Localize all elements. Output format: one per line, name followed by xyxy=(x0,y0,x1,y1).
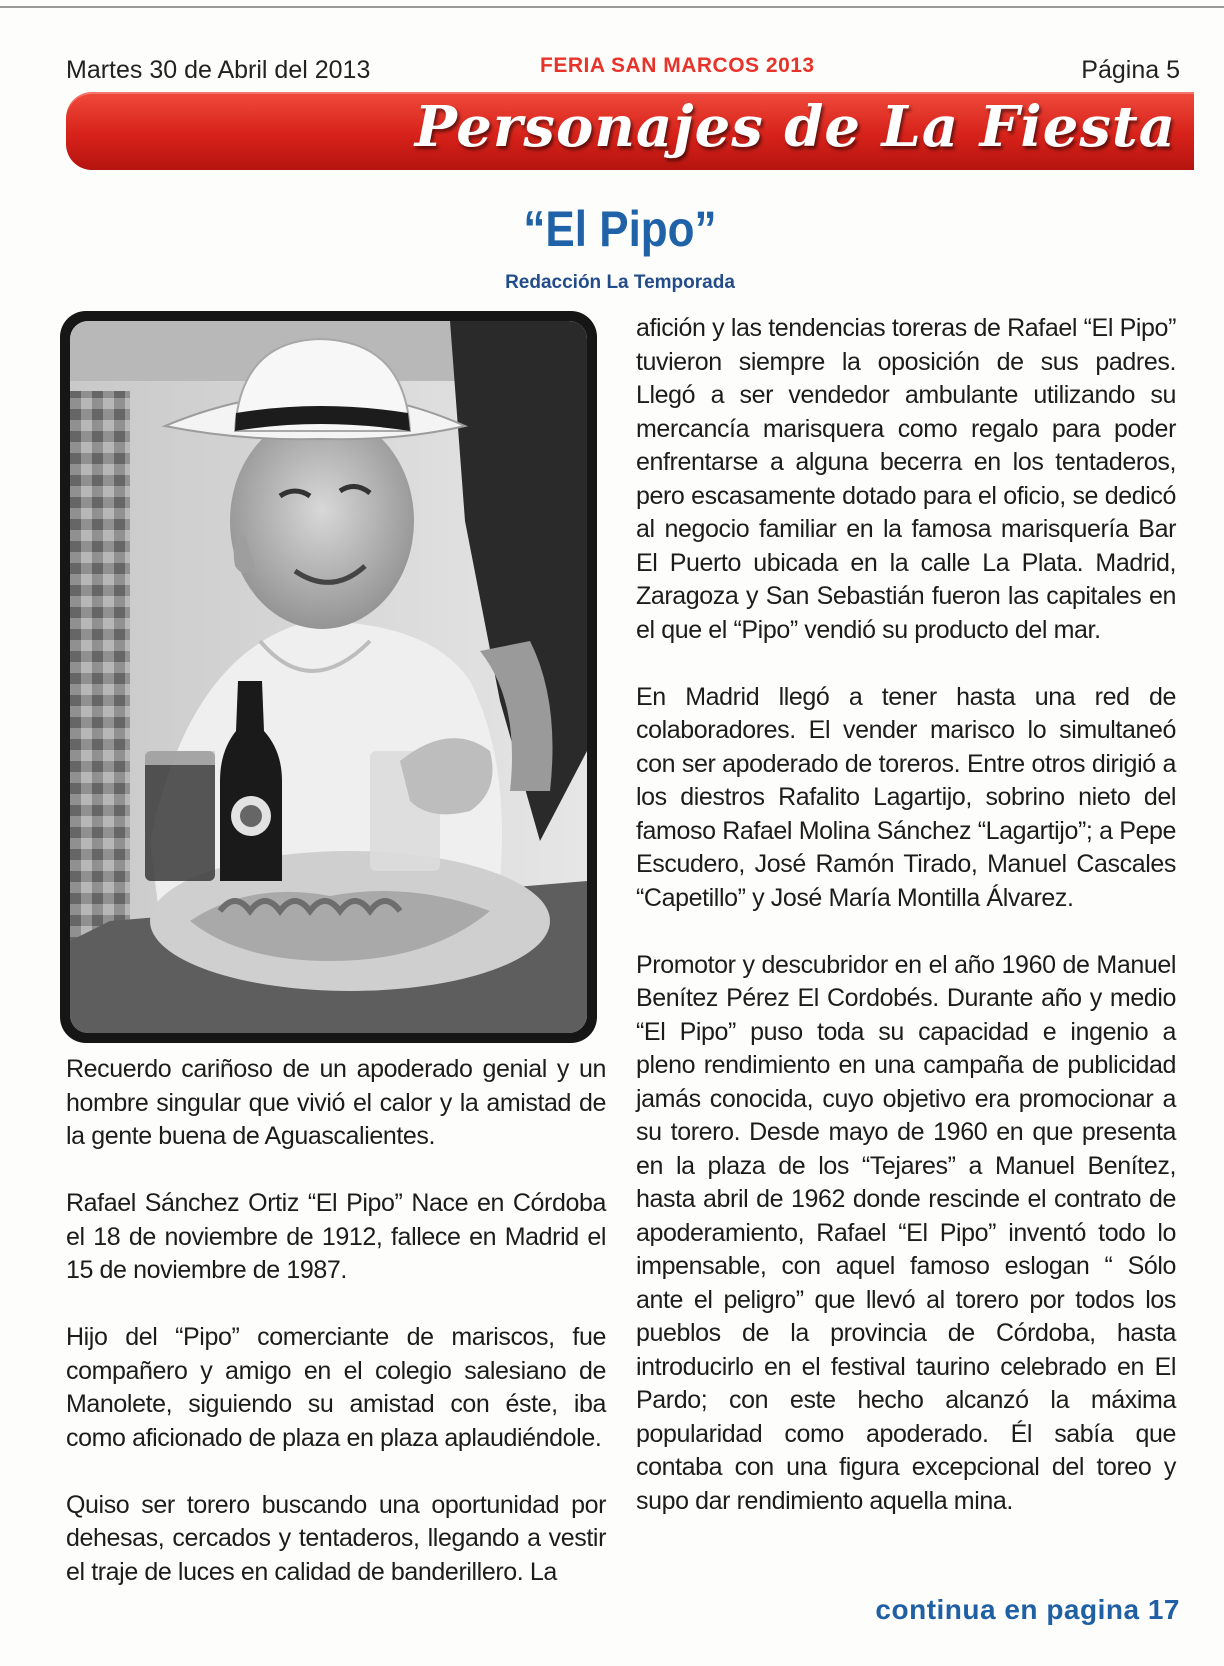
section-banner xyxy=(66,92,1194,170)
page-number: Página 5 xyxy=(1081,56,1180,84)
issue-date: Martes 30 de Abril del 2013 xyxy=(66,56,371,84)
continued-page: 17 xyxy=(1147,1594,1180,1625)
paragraph: Promotor y descubridor en el año 1960 de Manuel Benítez Pérez El Cordobés. Durante año y medio “El Pipo” puso toda su capacidad e ingenio a pleno rendimiento en una campaña de publicidad jamás conocida, cuyo objetivo era promocionar a su torero. Desde mayo de 1960 en que presenta en la plaza de los “Tejares” a Manuel Benítez, hasta abril de 1962 donde rescinde el contrato de apoderamiento, Rafael “El Pipo” inventó todo lo impensable, con aquel famoso eslogan “ Sólo ante el peligro” que llevó al torero por todos los pueblos de la provincia de Córdoba, hasta introducirlo en el festival taurino celebrado en El Pardo; con este hecho alcanzó la máxima popularidad como apoderado. Él sabía que contaba con una figura excepcional del toreo y supo dar rendimiento aquella mina. xyxy=(636,950,1176,1515)
paragraph: Hijo del “Pipo” comerciante de mariscos, fue compañero y amigo en el colegio salesiano de Manolete, siguiendo su amistad con éste, iba como aficionado de plaza en plaza aplaudiéndole. xyxy=(66,1323,606,1452)
right-column xyxy=(636,312,1176,1518)
top-rule xyxy=(0,6,1224,8)
photo-frame xyxy=(60,311,597,1043)
article-byline: Redacción La Temporada xyxy=(505,272,735,293)
section-name: FERIA SAN MARCOS 2013 xyxy=(540,54,815,77)
continued-text: continua en pagina xyxy=(875,1594,1140,1625)
paragraph: Rafael Sánchez Ortiz “El Pipo” Nace en Córdoba el 18 de noviembre de 1912, fallece en Madrid el 15 de noviembre de 1987. xyxy=(66,1189,606,1284)
banner-title: Personajes de La Fiesta xyxy=(414,94,1176,160)
paragraph: Recuerdo cariñoso de un apoderado genial y un hombre singular que vivió el calor y la amistad de la gente buena de Aguascalientes. xyxy=(66,1055,606,1150)
paragraph: afición y las tendencias toreras de Rafael “El Pipo” tuvieron siempre la oposición de sus padres. Llegó a ser vendedor ambulante utilizando su mercancía marisquera como regalo para poder enfrentarse a alguna becerra en los tentaderos, pero escasamente dotado para el oficio, se dedicó al negocio familiar en la famosa marisquería Bar El Puerto ubicada en la calle La Plata. Madrid, Zaragoza y San Sebastián fueron las capitales en el que el “Pipo” vendió su producto del mar. xyxy=(636,314,1176,644)
portrait-photo xyxy=(70,321,587,1033)
paragraph: En Madrid llegó a tener hasta una red de colaboradores. El vender marisco lo simultaneó con ser apoderado de toreros. Entre otros dirigió a los diestros Rafalito Lagartijo, sobrino nieto del famoso Rafael Molina Sánchez “Lagartijo”; a Pepe Escudero, José Ramón Tirado, Manuel Cascales “Capetillo” y José María Montilla Álvarez. xyxy=(636,682,1176,912)
continued-note xyxy=(810,1594,1180,1626)
left-column xyxy=(66,1053,606,1589)
article-title: “El Pipo” xyxy=(523,201,717,257)
paragraph: Quiso ser torero buscando una oportunidad por dehesas, cercados y tentaderos, llegando a vestir el traje de luces en calidad de banderillero. La xyxy=(66,1490,606,1586)
